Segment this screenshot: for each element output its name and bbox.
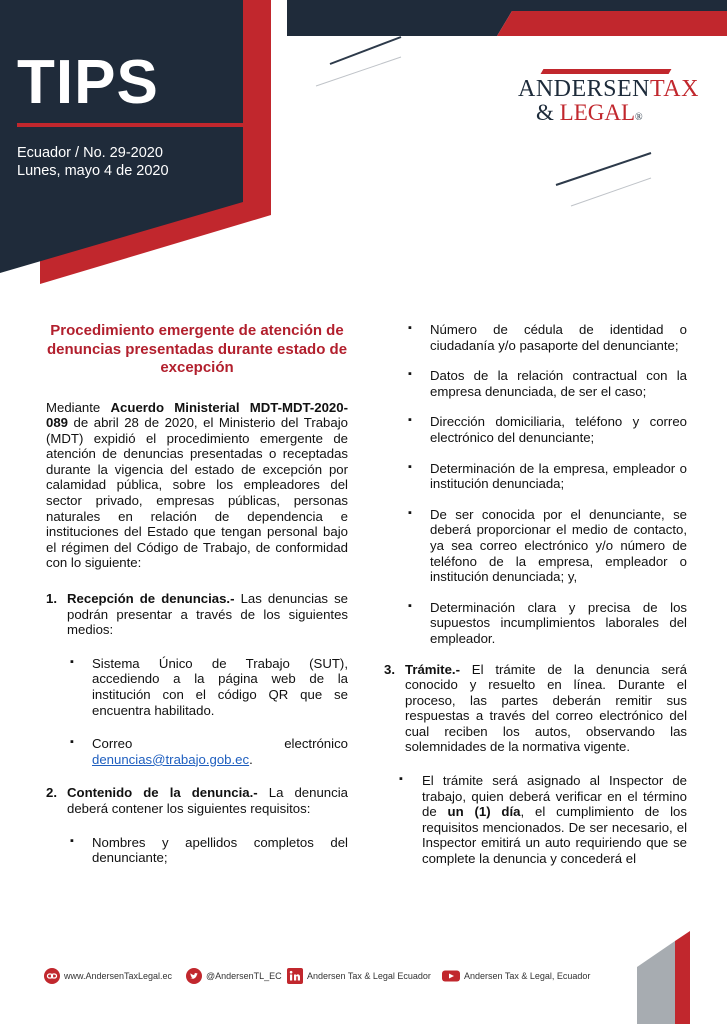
footer bbox=[44, 968, 604, 988]
bullet-term: un (1) día bbox=[447, 804, 521, 820]
item-number: 2. bbox=[46, 785, 57, 801]
twitter-text[interactable]: @AndersenTL_EC bbox=[206, 971, 282, 981]
link-icon bbox=[44, 968, 60, 984]
bullet-icon: ▪ bbox=[70, 655, 74, 668]
issue-number: Ecuador / No. 29-2020 bbox=[17, 145, 163, 161]
bullet-text-post: , el cumplimiento de los requisitos mencionados. De ser necesario, el Inspector emitirá un auto requiriendo que se complete la denuncia y concederá el bbox=[422, 804, 687, 867]
issue-date: Lunes, mayo 4 de 2020 bbox=[17, 163, 169, 179]
andersen-logo bbox=[512, 64, 712, 128]
item-heading: Contenido de la denuncia.- bbox=[67, 785, 258, 801]
bullet-text: Número de cédula de identidad o ciudadanía y/o pasaporte del denunciante; bbox=[430, 322, 687, 353]
footer-twitter[interactable] bbox=[186, 968, 282, 984]
twitter-icon bbox=[186, 968, 202, 984]
intro-text-pre: Mediante bbox=[46, 399, 111, 415]
bullet-icon: ▪ bbox=[408, 599, 412, 612]
email-line bbox=[92, 752, 348, 768]
list-item bbox=[384, 322, 687, 353]
item-number: 1. bbox=[46, 591, 57, 607]
bullet-asignacion bbox=[384, 773, 687, 867]
logo-bar bbox=[541, 69, 672, 74]
intro-acuerdo: Acuerdo Ministerial MDT-MDT-2020-089 bbox=[46, 399, 348, 431]
bullet-text: Determinación de la empresa, empleador o institución denunciada; bbox=[430, 460, 687, 492]
item-heading: Trámite.- bbox=[405, 661, 460, 677]
footer-linkedin[interactable] bbox=[287, 968, 431, 984]
logo-line-1 bbox=[518, 76, 699, 103]
correo-line bbox=[92, 736, 348, 752]
bullet-icon: ▪ bbox=[70, 736, 74, 749]
list-item bbox=[384, 507, 687, 585]
bullet-correo bbox=[46, 736, 348, 767]
email-period: . bbox=[249, 751, 253, 767]
bullet-text: Datos de la relación contractual con la empresa denunciada, de ser el caso; bbox=[430, 368, 687, 399]
bullet-sut bbox=[46, 656, 348, 718]
issue-info bbox=[17, 144, 169, 180]
bullet-icon: ▪ bbox=[70, 834, 74, 847]
tips-heading: TIPS bbox=[17, 48, 159, 117]
right-column bbox=[384, 322, 687, 882]
item-text: Las denuncias se podrán presentar a través de los siguientes medios: bbox=[67, 591, 349, 638]
email-link[interactable]: denuncias@trabajo.gob.ec bbox=[92, 751, 250, 767]
bullet-icon: ▪ bbox=[408, 460, 412, 473]
item-heading: Recepción de denuncias.- bbox=[67, 591, 235, 607]
bullet-icon: ▪ bbox=[408, 322, 412, 334]
bullet-icon: ▪ bbox=[408, 414, 412, 427]
intro-paragraph bbox=[46, 400, 348, 572]
item-text: El trámite de la denuncia será conocido y resuelto en línea. Durante el proceso, las partes deberán remitir sus respuestas a través del correo electrónico del cual reciben los autos, observando las solemnidades de la normativa vigente. bbox=[405, 661, 687, 755]
electronico-label: electrónico bbox=[284, 736, 348, 752]
list-item bbox=[384, 600, 687, 647]
bullet-nombres bbox=[46, 835, 348, 866]
logo-legal: LEGAL bbox=[559, 100, 636, 125]
logo-registered: ® bbox=[635, 112, 643, 123]
list-item bbox=[384, 461, 687, 492]
item-number: 3. bbox=[384, 661, 395, 677]
bullet-text: Determinación clara y precisa de los supuestos incumplimientos laborales del empleador. bbox=[430, 599, 687, 646]
article-title: Procedimiento emergente de atención de denuncias presentadas durante estado de excepción bbox=[46, 322, 348, 376]
logo-line-2 bbox=[536, 100, 643, 126]
logo-amp: & bbox=[536, 100, 554, 125]
bullet-text: Dirección domiciliaria, teléfono y correo electrónico del denunciante; bbox=[430, 414, 687, 445]
website-text[interactable]: www.AndersenTaxLegal.ec bbox=[64, 971, 173, 981]
correo-label: Correo bbox=[92, 736, 133, 752]
intro-text-post: de abril 28 de 2020, el Ministerio del Trabajo (MDT) expidió el procedimiento emergente de atención de denuncias presentadas o receptadas durante la vigencia del estado de excepción por calamidad pública, sobre los empleadores del sector privado, empresas públicas, personas naturales en relación de dependencia e instituciones del Estado que tengan personal bajo el régimen del Código de Trabajo, de conformidad con lo siguiente: bbox=[46, 415, 348, 571]
youtube-text[interactable]: Andersen Tax & Legal, Ecuador bbox=[464, 971, 591, 981]
item-recepcion bbox=[46, 591, 348, 638]
item-text: La denuncia deberá contener los siguientes requisitos: bbox=[67, 785, 348, 816]
linkedin-icon bbox=[287, 968, 303, 984]
bullet-icon: ▪ bbox=[408, 506, 412, 519]
youtube-icon bbox=[442, 968, 460, 984]
list-item bbox=[384, 368, 687, 399]
footer-youtube[interactable] bbox=[442, 968, 590, 984]
logo-tax: TAX bbox=[650, 76, 699, 102]
bullet-text-pre: El trámite será asignado al Inspector de trabajo, quien deberá verificar en el término de bbox=[422, 773, 687, 820]
bullet-icon: ▪ bbox=[408, 368, 412, 381]
item-tramite bbox=[384, 662, 687, 756]
linkedin-text[interactable]: Andersen Tax & Legal Ecuador bbox=[307, 971, 431, 981]
tips-underline bbox=[17, 123, 249, 127]
bullet-icon: ▪ bbox=[399, 773, 403, 786]
logo-andersen: ANDERSEN bbox=[518, 76, 651, 102]
item-contenido bbox=[46, 785, 348, 816]
list-item bbox=[384, 414, 687, 445]
footer-website[interactable] bbox=[44, 968, 172, 984]
bullet-text: Nombres y apellidos completos del denunciante; bbox=[92, 834, 348, 866]
bullet-text: De ser conocida por el denunciante, se deberá proporcionar el medio de contacto, ya sea correo electrónico y/o número de teléfono de la empresa, empleador o institución denunciada; y, bbox=[430, 506, 687, 585]
bullet-text: Sistema Único de Trabajo (SUT), accediendo a la página web de la institución con el código QR que se encuentra habilitado. bbox=[92, 655, 348, 718]
left-column bbox=[46, 322, 348, 884]
